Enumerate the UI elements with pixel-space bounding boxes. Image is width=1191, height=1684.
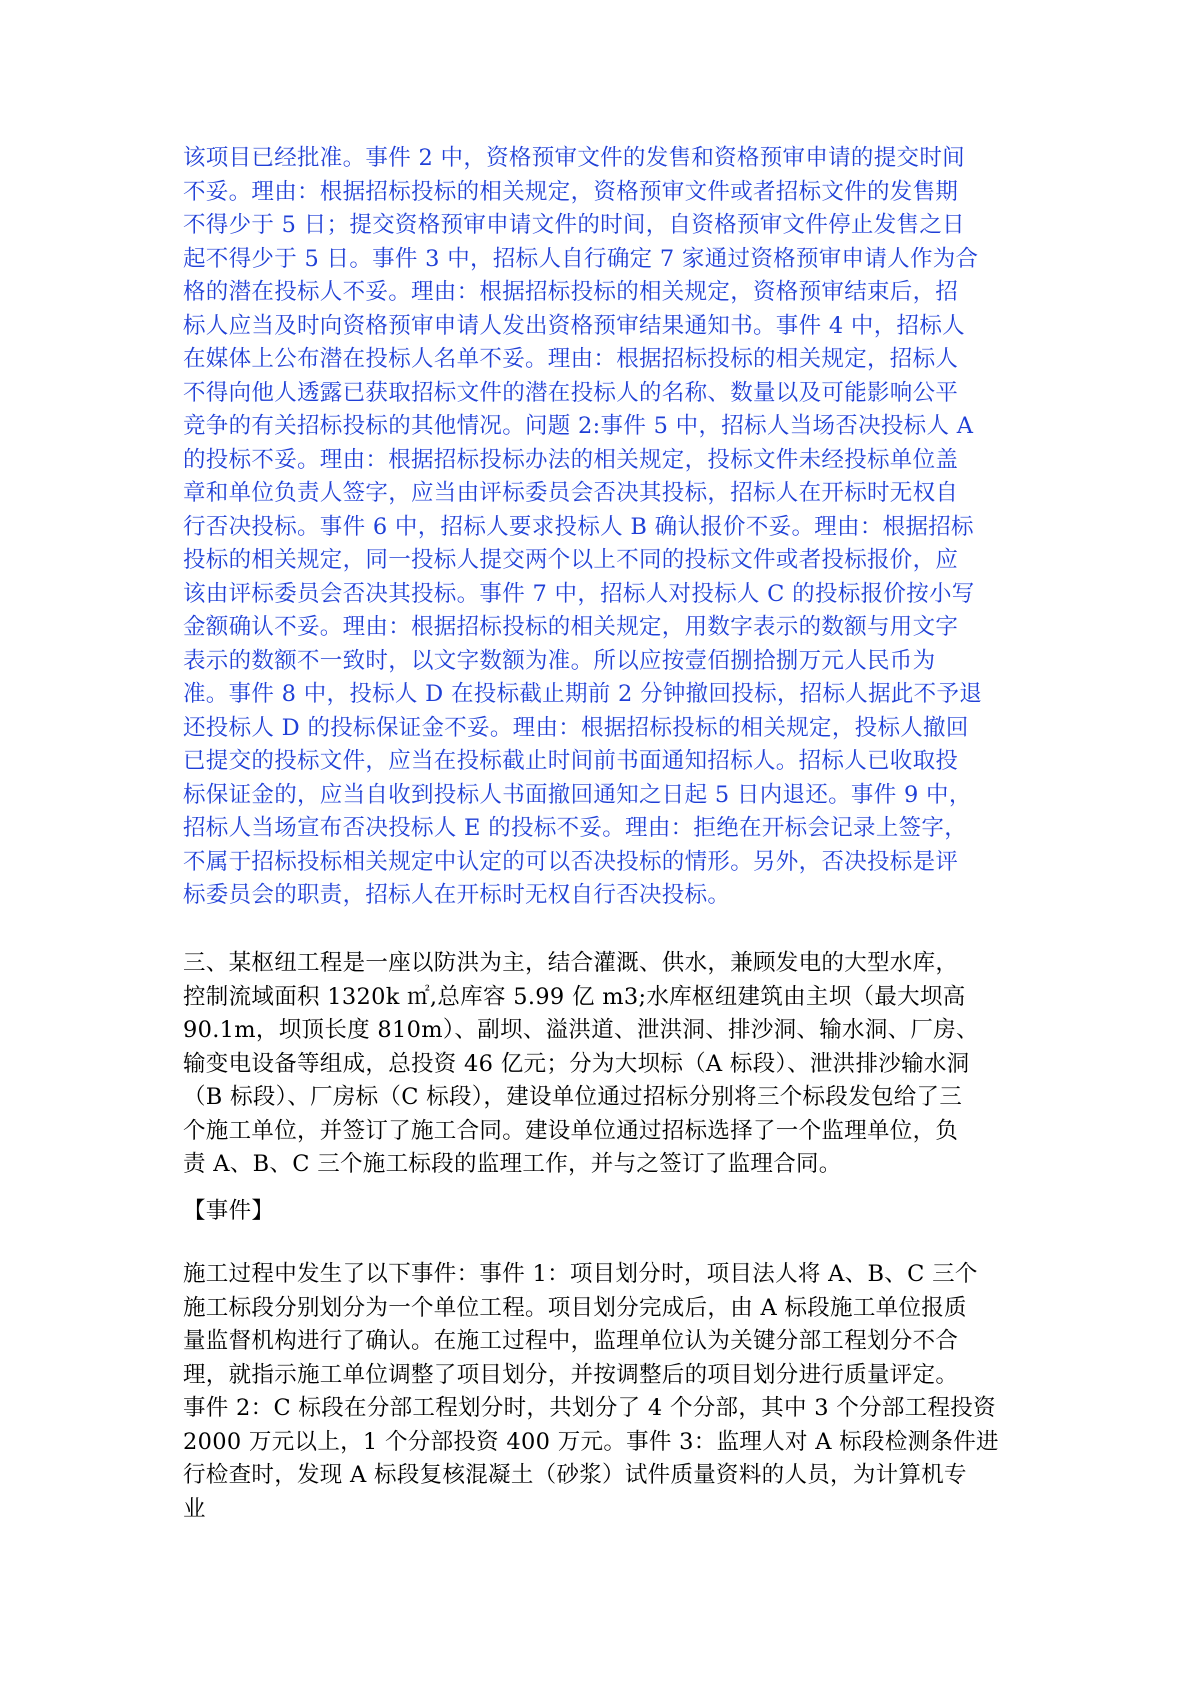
question-line: 90.1m，坝顶长度 810m）、副坝、溢洪道、泄洪洞、排沙洞、输水洞、厂房、 <box>183 1017 979 1043</box>
answer-line: 已提交的投标文件，应当在投标截止时间前书面通知招标人。招标人已收取投 <box>183 748 959 774</box>
answer-line: 在媒体上公布潜在投标人名单不妥。理由：根据招标投标的相关规定，招标人 <box>183 346 959 372</box>
question-line: （B 标段）、厂房标（C 标段），建设单位通过招标分别将三个标段发包给了三 <box>183 1084 963 1110</box>
events-line: 施工标段分别划分为一个单位工程。项目划分完成后，由 A 标段施工单位报质 <box>183 1294 967 1321</box>
events-line: 行检查时，发现 A 标段复核混凝土（砂浆）试件质量资料的人员，为计算机专 <box>183 1462 967 1488</box>
answer-line: 标委员会的职责，招标人在开标时无权自行否决投标。 <box>183 882 731 908</box>
question-paragraph <box>183 947 1013 1182</box>
answer-line: 标保证金的，应当自收到投标人书面撤回通知之日起 5 日内退还。事件 9 中， <box>183 781 972 808</box>
answer-line: 还投标人 D 的投标保证金不妥。理由：根据招标投标的相关规定，投标人撤回 <box>183 714 969 741</box>
events-line: 2000 万元以上，1 个分部投资 400 万元。事件 3：监理人对 A 标段检测条件进 <box>183 1428 999 1455</box>
answer-line: 竞争的有关招标投标的其他情况。问题 2:事件 5 中，招标人当场否决投标人 A <box>183 413 974 439</box>
question-line: 三、某枢纽工程是一座以防洪为主，结合灌溉、供水，兼顾发电的大型水库， <box>183 950 959 976</box>
events-line: 量监督机构进行了确认。在施工过程中，监理单位认为关键分部工程划分不合 <box>183 1328 959 1354</box>
question-line: 个施工单位，并签订了施工合同。建设单位通过招标选择了一个监理单位，负 <box>183 1117 959 1144</box>
answer-line: 准。事件 8 中，投标人 D 在投标截止期前 2 分钟撤回投标，招标人据此不予退 <box>183 681 983 707</box>
answer-line: 章和单位负责人签字，应当由评标委员会否决其投标，招标人在开标时无权自 <box>183 480 959 506</box>
answer-line: 不属于招标投标相关规定中认定的可以否决投标的情形。另外，否决投标是评 <box>183 848 959 875</box>
answer-line: 格的潜在投标人不妥。理由：根据招标投标的相关规定，资格预审结束后，招 <box>183 279 959 305</box>
answer-line: 行否决投标。事件 6 中，招标人要求投标人 B 确认报价不妥。理由：根据招标 <box>183 513 974 540</box>
answer-line: 的投标不妥。理由：根据招标投标办法的相关规定，投标文件未经投标单位盖 <box>183 446 959 473</box>
answer-line: 该项目已经批准。事件 2 中，资格预审文件的发售和资格预审申请的提交时间 <box>183 145 965 171</box>
events-paragraph <box>183 1258 1013 1526</box>
answer-line: 表示的数额不一致时，以文字数额为准。所以应按壹佰捌拾捌万元人民币为 <box>183 647 936 674</box>
answer-line: 不得少于 5 日；提交资格预审申请文件的时间，自资格预审文件停止发售之日 <box>183 212 965 238</box>
question-line: 输变电设备等组成，总投资 46 亿元；分为大坝标（A 标段）、泄洪排沙输水洞 <box>183 1050 970 1077</box>
events-line: 理，就指示施工单位调整了项目划分，并按调整后的项目划分进行质量评定。 <box>183 1361 959 1388</box>
events-line: 事件 2：C 标段在分部工程划分时，共划分了 4 个分部，其中 3 个分部工程投资 <box>183 1395 996 1421</box>
question-line: 控制流域面积 1320k ㎡,总库容 5.99 亿 m3;水库枢纽建筑由主坝（最大坝高 <box>183 983 966 1010</box>
answer-line: 起不得少于 5 日。事件 3 中，招标人自行确定 7 家通过资格预审申请人作为合 <box>183 245 979 272</box>
answer-line: 投标的相关规定，同一投标人提交两个以上不同的投标文件或者投标报价，应 <box>183 547 959 573</box>
question-line: 责 A、B、C 三个施工标段的监理工作，并与之签订了监理合同。 <box>183 1151 842 1177</box>
answer-line: 不得向他人透露已获取招标文件的潜在投标人的名称、数量以及可能影响公平 <box>183 379 959 406</box>
answer-line: 该由评标委员会否决其投标。事件 7 中，招标人对投标人 C 的投标报价按小写 <box>183 580 975 607</box>
events-line: 施工过程中发生了以下事件：事件 1：项目划分时，项目法人将 A、B、C 三个 <box>183 1261 978 1287</box>
answer-line: 招标人当场宣布否决投标人 E 的投标不妥。理由：拒绝在开标会记录上签字， <box>183 815 968 841</box>
section-heading <box>183 1195 1013 1229</box>
answer-line: 不妥。理由：根据招标投标的相关规定，资格预审文件或者招标文件的发售期 <box>183 178 959 205</box>
section-heading-text: 【事件】 <box>183 1198 275 1224</box>
answer-line: 金额确认不妥。理由：根据招标投标的相关规定，用数字表示的数额与用文字 <box>183 614 959 640</box>
events-line: 业 <box>183 1495 206 1522</box>
answer-line: 标人应当及时向资格预审申请人发出资格预审结果通知书。事件 4 中，招标人 <box>183 312 965 339</box>
answer-paragraph <box>183 142 1013 913</box>
